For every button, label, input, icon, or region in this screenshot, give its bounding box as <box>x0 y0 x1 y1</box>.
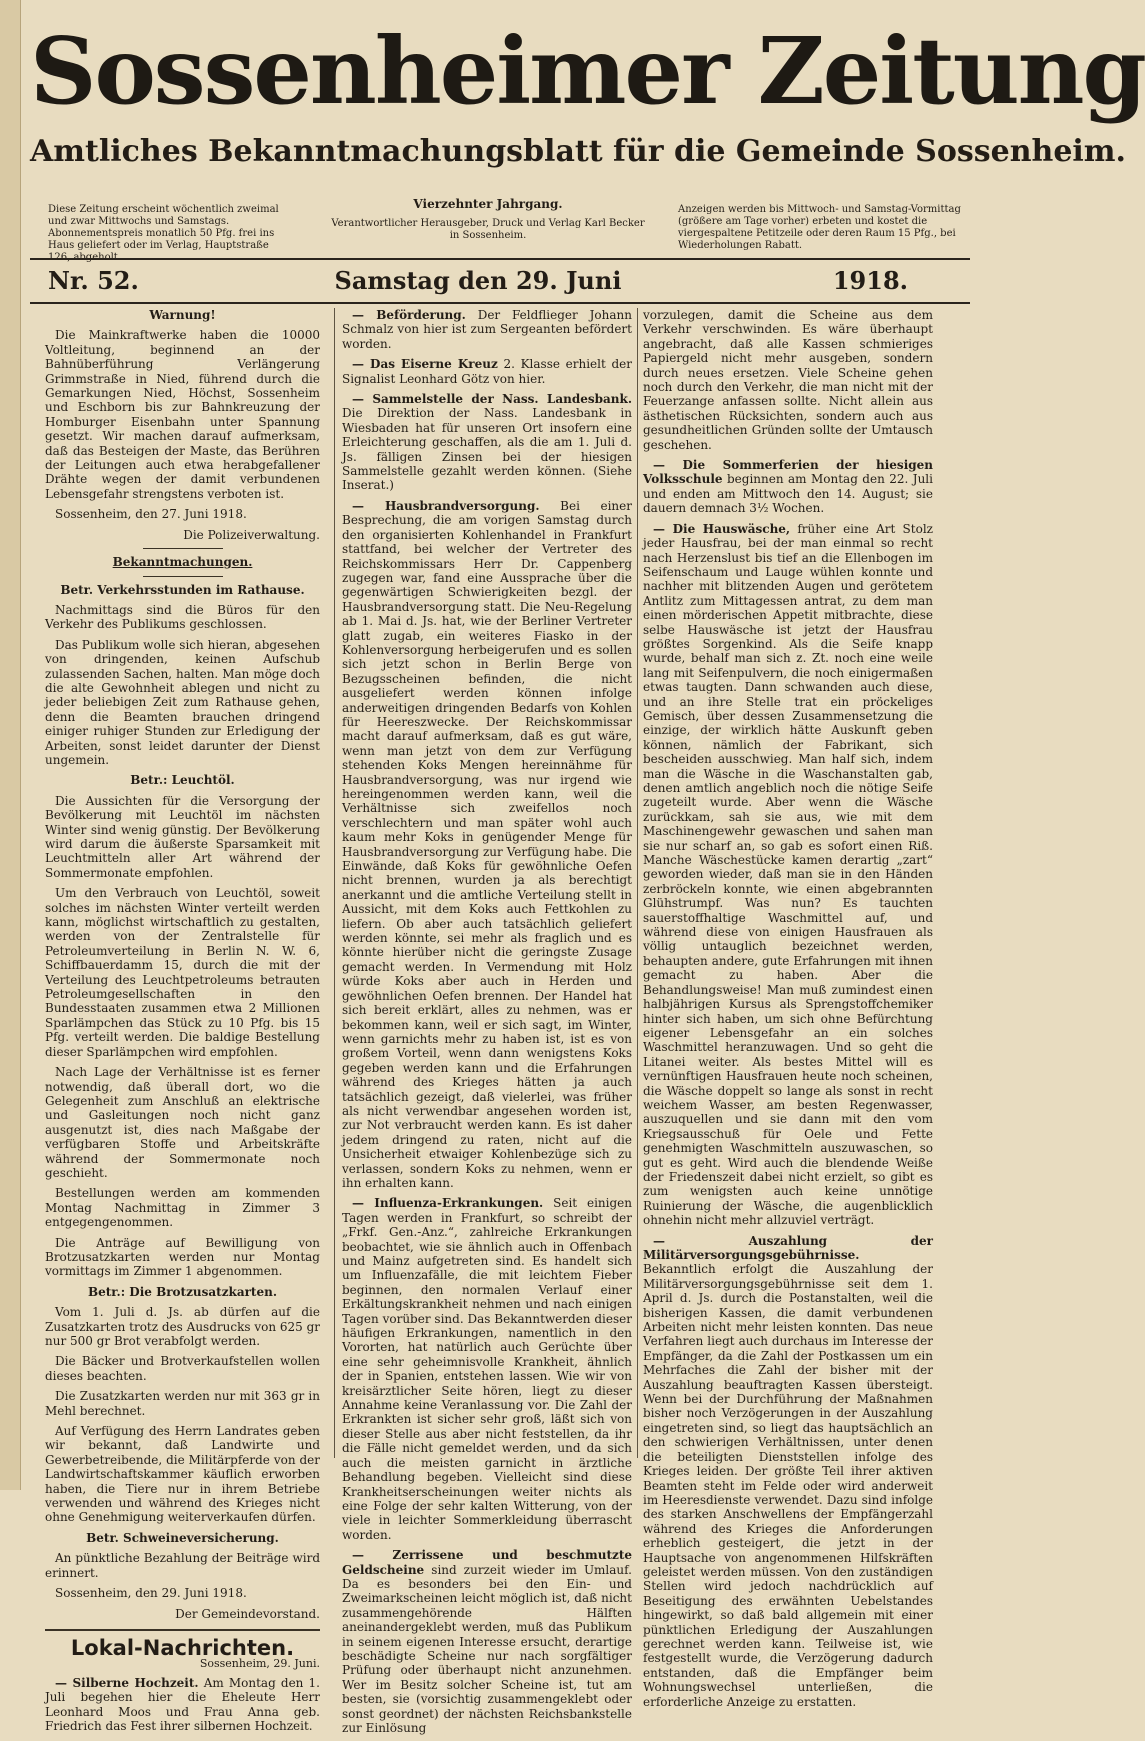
military-pension-text: Bekanntlich erfolgt die Auszahlung der Militärversorgungsgebührnisse seit dem 1. April d. Js. durch die Postanstalten, weil die bisherigen Kassen, die damit verbundenen Arbeiten nicht mehr leisten konnten. Das neue Verfahren liegt auch durchaus im Interesse der Empfänger, da die Zahl der Postkassen um ein Mehrfaches die Zahl der bisher mit der Auszahlung beauftragten Kassen übersteigt. Wenn bei der Durchführung der Maßnahmen bisher noch Verzögerungen in der Auszahlung eingetreten sind, so liegt das hauptsächlich an den schwierigen Verhältnissen, unter denen die beteiligten Dienststellen infolge des Krieges leiden. Der größte Teil ihrer aktiven Beamten steht im Felde oder wird anderweit im Heeresdienste verwendet. Dazu sind infolge des starken Anschwellens der Empfängerzahl während des Krieges die Anforderungen erheblich gesteigert, die jetzt in der Hauptsache von angenommenen Hilfskräften geleistet werden müssen. Von den zuständigen Stellen wird jedoch nachdrücklich auf Beseitigung des erwähnten Uebelstandes hingewirkt, so daß bald allgemein mit einer pünktlichen Erledigung der Auszahlungen gerechnet werden kann. Teilweise ist, wie festgestellt wurde, die Verzögerung dadurch entstanden, daß die Empfänger beim Wohnungswechsel unterließen, die erforderliche Anzeige zu erstatten. <box>643 1262 933 1709</box>
section-divider <box>45 1629 320 1631</box>
landesbank-heading: — Sammelstelle der Nass. Landesbank. <box>352 392 632 407</box>
announcements-heading: Bekanntmachungen. <box>112 555 253 570</box>
lamp-oil-text: Um den Verbrauch von Leuchtöl, soweit solches im nächsten Winter verteilt werden kann, möglichst wirtschaftlich zu gestalten, werden von der Zentralstelle für Petroleumverteilung in Berlin N. W. 6, Schiffbauerdamm 15, durch die mit der Verteilung des Leuchtpetroleums betrauten Petroleumgesellschaften in den Bundesstaaten zusammen etwa 2 Millionen Sparlämpchen das Stück zu 10 Pfg. bis 15 Pfg. verteilt werden. Die baldige Bestellung dieser Sparlämpchen wird empfohlen. <box>45 886 320 1059</box>
section-divider <box>143 576 223 577</box>
office-hours-text: Nachmittags sind die Büros für den Verkehr des Publikums geschlossen. <box>45 602 320 632</box>
lamp-oil-text: Die Anträge auf Bewilligung von Brotzusatzkarten werden nur Montag vormittags im Zimmer 1 abgenommen. <box>45 1235 320 1279</box>
publisher-info <box>328 198 648 242</box>
bread-cards-heading: Betr.: Die Brotzusatzkarten. <box>87 1284 278 1299</box>
pig-insurance-place: Sossenheim, den 29. Juni 1918. <box>55 1586 247 1601</box>
fuel-supply-text: Bei einer Besprechung, die am vorigen Samstag durch den organisierten Kohlenhandel in Frankfurt stattfand, bei welcher der Vertreter des Reichskommissars Herr Dr. Cappenberg zugegen war, fand eine Aussprache über die gegenwärtigen Schwierigkeiten bezgl. der Hausbrandversorgung statt. Die Neu-Regelung ab 1. Mai d. Js. hat, wie der Berliner Vertreter glatt zugab, ein weiteres Fiasko in der Kohlenversorgung herbeigerufen und es sollen sich jetzt schon in Berlin Berge von Bezugsscheinen befinden, die nicht ausgeliefert werden können infolge anderweitigen dringenden Bedarfs von Kohlen für Heereszwecke. Der Reichskommissar macht darauf aufmerksam, daß es gut wäre, wenn man jetzt von dem zur Verfügung stehenden Koks Mengen hereinnähme für Hausbrandversorgung, was nur irgend wie hereingenommen werden kann, weil die Verhältnisse sich zweifellos noch verschlechtern und man später wohl auch kaum mehr Koks in genügender Menge für Hausbrandversorgung zur Verfügung habe. Die Einwände, daß Koks für gewöhnliche Oefen nicht brennen, wurden ja als berechtigt anerkannt und die amtliche Verteilung stellt in Aussicht, mit dem Koks auch Fettkohlen zu liefern. Ob aber auch tatsächlich geliefert werden könnte, sei mehr als fraglich und es könnte hierüber nicht die geringste Zusage gemacht werden. In Vermendung mit Holz würde Koks aber auch in Herden und gewöhnlichen Oefen brennen. Der Handel hat sich bereit erklärt, alles zu nehmen, was er bekommen kann, weil er sich sagt, im Winter, wenn garnichts mehr zu haben ist, ist es von großem Vorteil, wenn dann wenigstens Koks gegeben werden kann und die Erfahrungen während des Krieges hätten ja auch tatsächlich gezeigt, daß vielerlei, was früher als nicht verwendbar angesehen worden ist, zur Not verbraucht werden kann. Es ist daher jedem dringend zu raten, nicht auf die Unsicherheit etwaiger Kohlenbezüge sich zu verlassen, sondern Koks zu nehmen, wenn er ihn erhalten kann. <box>342 498 632 1190</box>
issue-number: Nr. 52. <box>48 266 139 295</box>
iron-cross-text: 2. Klasse erhielt der Signalist Leonhard Götz von hier. <box>342 357 632 386</box>
lamp-oil-text: Nach Lage der Verhältnisse ist es ferner notwendig, daß überall dort, wo die Gelegenheit zum Anschluß an elektrische und Gasleitungen noch nicht ganz ausgenutzt ist, dies nach Maßgabe der verfügbaren Stoffe und Arbeitskräfte während der Sommermonate noch geschieht. <box>45 1065 320 1180</box>
bread-cards-text: Die Zusatzkarten werden nur mit 363 gr in Mehl berechnet. <box>45 1389 320 1418</box>
landesbank-text: Die Direktion der Nass. Landesbank in Wiesbaden hat für unseren Ort insofern eine Erleichterung geschaffen, als die am 1. Juli d. Js. fälligen Zinsen bei der hiesigen Sammelstelle gezahlt werden können. (Siehe Inserat.) <box>342 406 632 493</box>
promotion-text: Der Feldflieger Johann Schmalz von hier ist zum Sergeanten befördert worden. <box>342 308 632 351</box>
promotion-heading: — Beförderung. <box>352 308 466 322</box>
subscription-info: Diese Zeitung erscheint wöchentlich zweimal und zwar Mittwochs und Samstags. Abonnementspreis monatlich 50 Pfg. frei ins Haus geliefert oder im Verlag, Hauptstraße 126, abgeholt. <box>48 204 279 263</box>
influenza-heading: — Influenza-Erkrankungen. <box>352 1196 544 1211</box>
warning-signature: Die Polizeiverwaltung. <box>183 527 320 542</box>
bread-cards-text: Vom 1. Juli d. Js. ab dürfen auf die Zusatzkarten trotz des Ausdrucks von 625 gr nur 500 gr Brot verabfolgt werden. <box>45 1305 320 1348</box>
masthead <box>30 12 1145 170</box>
column-3 <box>643 308 933 1715</box>
local-news-dateline: Sossenheim, 29. Juni. <box>199 1657 320 1671</box>
banknotes-text: sind zurzeit wieder im Umlauf. Da es besonders bei den Ein- und Zweimarkscheinen leicht möglich ist, daß nicht zusammengehörende Hälften aneinandergeklebt werden, muß das Publikum in seinem eigenen Interesse ersucht, derartige beschädigte Scheine nur nach sorgfältiger Prüfung oder überhaupt nicht anzunehmen. Wer im Besitz solcher Scheine ist, tut am besten, sie (vorsichtig zusammengeklebt oder sonst geordnet) der nächsten Reichsbankstelle zur Einlösung <box>342 1562 632 1735</box>
local-news-heading: Lokal-Nachrichten. <box>70 1635 295 1660</box>
newspaper-title: Sossenheimer Zeitung <box>30 17 1145 125</box>
pig-insurance-signature: Der Gemeindevorstand. <box>175 1606 320 1621</box>
section-divider <box>143 548 223 549</box>
column-2 <box>342 308 632 1741</box>
lamp-oil-text: Die Aussichten für die Versorgung der Bevölkerung mit Leuchtöl im nächsten Winter sind wenig günstig. Der Bevölkerung wird darum die äußerste Sparsamkeit mit Leuchtmitteln aller Art während der Sommermonate empfohlen. <box>45 793 320 880</box>
iron-cross-heading: — Das Eiserne Kreuz <box>352 357 498 372</box>
laundry-heading: — Die Hauswäsche, <box>653 521 791 536</box>
warning-heading: Warnung! <box>149 308 216 322</box>
bread-cards-text: Die Bäcker und Brotverkaufstellen wollen dieses beachten. <box>45 1354 320 1383</box>
fuel-supply-heading: — Hausbrandversorgung. <box>352 498 540 513</box>
banknotes-heading: — Zerrissene und beschmutzte Geldscheine <box>342 1548 632 1577</box>
laundry-text: früher eine Art Stolz jeder Hausfrau, bei der man einmal so recht nach Herzenslust bis tief an die Ellenbogen im Seifenschaum und Lauge wühlen konnte und nachher mit blitzenden Augen und gerötetem Antlitz zum Mittagessen antrat, zu dem man einen mörderischen Appetit mitbrachte, diese selbe Hauswäsche ist jetzt der Hausfrau größtes Sorgenkind. Als die Seife knapp wurde, behalf man sich z. Zt. noch eine weile lang mit Seifenpulvern, die noch einigermaßen etwas taugten. Dann schwanden auch diese, und an ihre Stelle trat ein pröckeliges Gemisch, über dessen Zusammensetzung die einzige, der wirklich hätte Auskunft geben können, nämlich der Fabrikant, sich bescheiden ausschwieg. Man half sich, indem man die Wäsche in die Waschanstalten gab, denen amtlich angeblich noch die nötige Seife zugeteilt wurde. Aber wenn die Wäsche zurückkam, sah sie aus, wie mit dem Maschinengewehr gewaschen und sahen man sie nur scharf an, so gab es sofort einen Riß. Manche Wäschestücke kamen derartig „zart“ geworden wieder, daß man sie in den Händen zerbröckeln konnte, wie einen abgebrannten Glühstrumpf. Was nun? Es tauchten sauerstoffhaltige Waschmittel auf, und während diese von einigen Hausfrauen als völlig untauglich bezeichnet werden, behaupten andere, gute Erfahrungen mit ihnen gemacht zu haben. Aber die Behandlungsweise! Man muß zumindest einen halbjährigen Kursus als Sprengstoffchemiker hinter sich haben, um sich ohne Befürchtung eigener Lebensgefahr an ein solches Waschmittel heranzuwagen. Und so geht die Litanei weiter. Als bestes Mittel will es vernünftigen Hausfrauen heute noch scheinen, die Wäsche doppelt so lange als sonst in recht weichem Wasser, am besten Regenwasser, auszuquellen und sie dann mit den vom Kriegsausschuß für Oele und Fette genehmigten Waschmitteln auszuwaschen, so gut es geht. Wird auch die blendende Weiße der Friedenszeit dabei nicht erzielt, so gibt es zum wenigsten auch keine unnötige Ruinierung der Wäsche, die augenblicklich ohnehin nicht mehr allzuviel verträgt. <box>643 521 933 1228</box>
lamp-oil-heading: Betr.: Leuchtöl. <box>130 773 235 788</box>
column-1 <box>45 308 320 1739</box>
info-bar <box>48 197 961 263</box>
header-rule-bottom <box>30 302 970 304</box>
issue-date: Samstag den 29. Juni <box>334 266 622 295</box>
page-margin <box>0 0 21 1490</box>
column-separator <box>334 308 335 1458</box>
volume-label: Vierzehnter Jahrgang. <box>413 197 563 211</box>
dateline <box>48 264 908 298</box>
warning-place: Sossenheim, den 27. Juni 1918. <box>55 507 247 522</box>
silver-wedding-text: Am Montag den 1. Juli begehen hier die Eheleute Herr Leonhard Moos und Frau Anna geb. Friedrich das Fest ihrer silbernen Hochzeit. <box>45 1675 320 1733</box>
issue-year: 1918. <box>832 266 908 295</box>
banknotes-continued-text: vorzulegen, damit die Scheine aus dem Verkehr verschwinden. Es wäre überhaupt angebracht, daß alle Kassen schmieriges Papiergeld nicht mehr ausgeben, sondern durch neues ersetzen. Viele Scheine gehen noch durch den Verkehr, die man nicht mit der Feuerzange anfassen sollte. Nicht allein aus ästhetischen Rücksichten, sondern auch aus gesundheitlichen Gründen sollte der Umtausch geschehen. <box>643 308 933 452</box>
school-holidays-text: beginnen am Montag den 22. Juli und enden am Mittwoch den 14. August; sie dauern demnach 3½ Wochen. <box>643 472 933 516</box>
warning-text: Die Mainkraftwerke haben die 10000 Voltleitung, beginnend an der Bahnüberführung Verlängerung Grimmstraße in Nied, führend durch die Gemarkungen Nied, Höchst, Sossenheim und Eschborn bis zur Bahnkreuzung der Homburger Eisenbahn unter Spannung gesetzt. Wir machen darauf aufmerksam, daß das Besteigen der Maste, das Berühren der Leitungen auch etwa herabgefallener Drähte wegen der damit verbundenen Lebensgefahr strengstens verboten ist. <box>45 328 320 501</box>
publisher-label: Verantwortlicher Herausgeber, Druck und Verlag Karl Becker in Sossenheim. <box>331 218 645 241</box>
pig-insurance-text: An pünktliche Bezahlung der Beiträge wird erinnert. <box>45 1551 320 1580</box>
bread-cards-text: Auf Verfügung des Herrn Landrates geben wir bekannt, daß Landwirte und Gewerbetreibende, die Militärpferde von der Landwirtschaftskammer käuflich erworben haben, die Tiere nur in ihrem Betriebe verwenden und während des Krieges nicht ohne Genehmigung weiterverkaufen dürfen. <box>45 1424 320 1525</box>
school-holidays-heading: — Die Sommerferien der hiesigen Volksschule <box>643 458 933 487</box>
influenza-text: Seit einigen Tagen werden in Frankfurt, so schreibt der „Frkf. Gen.-Anz.“, zahlreiche Erkrankungen beobachtet, wie sie ähnlich auch in Offenbach und Mainz aufgetreten sind. Es handelt sich um Influenzafälle, die mit leichtem Fieber beginnen, den normalen Verlauf einer Erkältungskrankheit nehmen und nach einigen Tagen vorüber sind. Das Bekanntwerden dieser häufigen Erkrankungen, namentlich in den Vororten, hat natürlich auch Gerüchte über eine sehr geheimnisvolle Krankheit, ähnlich der in Spanien, entstehen lassen. Wie wir von kreisärztlicher Seite hören, liegt zu dieser Annahme keine Veranlassung vor. Die Zahl der Erkrankten ist sicher sehr groß, läßt sich von dieser Stelle aus aber nicht feststellen, da ihr die Fälle nicht gemeldet werden, und da sich auch die meisten garnicht in ärztliche Behandlung begeben. Vielleicht sind diese Krankheitserscheinungen weiter nichts als eine Folge der sehr kalten Witterung, von der viele in leichter Sommerkleidung überrascht worden. <box>342 1196 632 1542</box>
silver-wedding-heading: — Silberne Hochzeit. <box>55 1675 199 1690</box>
office-hours-heading: Betr. Verkehrsstunden im Rathause. <box>60 582 305 597</box>
header-rule-top <box>30 258 970 260</box>
office-hours-text: Das Publikum wolle sich hieran, abgesehen von dringenden, keinen Aufschub zulassenden Sachen, halten. Man möge doch die alte Gewohnheit ablegen und nicht zu jeder beliebigen Zeit zum Rathause gehen, denn die Beamten brauchen dringend einiger ruhiger Stunden zur Erledigung der Arbeiten, sonst leidet darunter der Dienst ungemein. <box>45 637 320 767</box>
advertising-info: Anzeigen werden bis Mittwoch- und Samstag-Vormittag (größere am Tage vorher) erbeten und kostet die viergespaltene Petitzeile oder deren Raum 15 Pfg., bei Wiederholungen Rabatt. <box>678 204 961 251</box>
pig-insurance-heading: Betr. Schweineversicherung. <box>86 1530 279 1545</box>
lamp-oil-text: Bestellungen werden am kommenden Montag Nachmittag in Zimmer 3 entgegengenommen. <box>45 1186 320 1230</box>
column-separator <box>637 308 638 1458</box>
newspaper-subtitle: Amtliches Bekanntmachungsblatt für die Gemeinde Sossenheim. <box>30 134 1126 169</box>
military-pension-heading: — Auszahlung der Militärversorgungsgebührnisse. <box>643 1233 933 1262</box>
